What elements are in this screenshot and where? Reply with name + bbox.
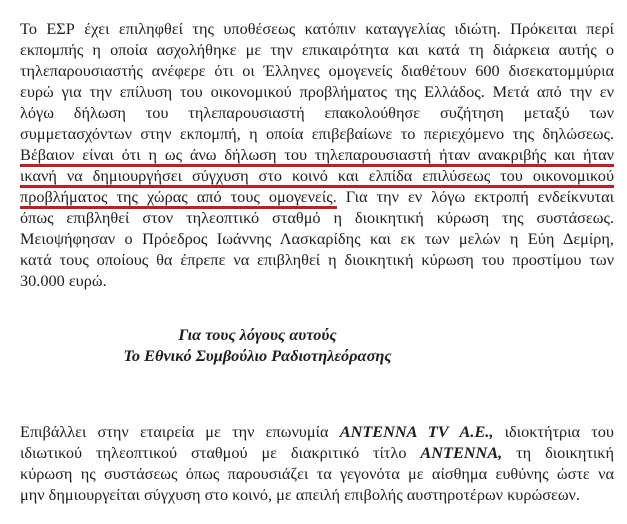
text-line (20, 442, 614, 463)
text-line (20, 186, 614, 207)
text-run: συμμετασχόντων στην εκπομπή, η οποία επιβεβαίωνε το περιεχόμενο της δηλώσεως. (20, 124, 614, 143)
text-run: κύρωση ης συστάσεως όπως παρουσιάζει τα γεγονότα με αίσθημα ευθύνης ώστε να (20, 464, 614, 483)
sanction-paragraph (20, 421, 614, 505)
text-line (20, 270, 614, 291)
text-line (20, 18, 614, 39)
station-title-name: ΑΝΤΕΝΝΑ, (420, 443, 503, 462)
text-run: τηλεπαρουσιαστής ανέφερε ότι οι Έλληνες ομογενείς διαθέτουν 600 δισεκατομμύρια (20, 61, 614, 80)
text-run: Το Εθνικό Συμβούλιο Ραδιοτηλεόρασης (123, 346, 392, 365)
red-underlined-text: ικανή να δημιουργήσει σύγχυση στο κοινό και ελπίδα επιλύσεως του οικονομικού (20, 166, 614, 188)
closing-line-authority (20, 345, 495, 366)
text-line (20, 81, 614, 102)
text-run: ιδιοκτήτρια του (493, 422, 614, 441)
text-line (20, 249, 614, 270)
text-run: τη διοικητική (502, 443, 614, 462)
text-run: ευρώ για την επίλυση του οικονομικού προβλήματος της Ελλάδος. Μετά από την εν (20, 82, 614, 101)
closing-formula (20, 324, 495, 366)
text-run: μην δημιουργείται σύγχυση στο κοινό, με απειλή επιβολής αυστηροτέρων κυρώσεων. (20, 485, 580, 504)
text-line (20, 463, 614, 484)
text-run: όπως επιβληθεί στον τηλεοπτικό σταθμό η διοικητική κύρωση της συστάσεως. (20, 208, 614, 227)
text-line (20, 102, 614, 123)
text-line (20, 228, 614, 249)
station-company-name: ΑΝΤΕΝΝΑ TV Α.Ε., (339, 422, 494, 441)
text-run: 30.000 ευρώ. (20, 271, 107, 290)
closing-line-reasons (20, 324, 495, 345)
text-run: λόγω δήλωση του τηλεπαρουσιαστή επακολούθησε συζήτηση μεταξύ των (20, 103, 614, 122)
text-run: Επιβάλλει στην εταιρεία με την επωνυμία (20, 422, 340, 441)
text-line (20, 39, 614, 60)
text-line (20, 123, 614, 144)
text-run: εκπομπής η οποία ασχολήθηκε με την επικαιρότητα και κατά τη διάρκεια αυτής ο (20, 40, 614, 59)
text-line (20, 207, 614, 228)
text-run: Για τους λόγους αυτούς (178, 325, 337, 344)
decision-body-paragraph (20, 18, 614, 291)
text-line (20, 60, 614, 81)
text-line (20, 165, 614, 186)
red-underlined-text: προβλήματος της χώρας από τους ομογενείς. (20, 187, 337, 209)
text-run: Το ΕΣΡ έχει επιληφθεί της υποθέσεως κατόπιν καταγγελίας ιδιώτη. Πρόκειται περί (20, 19, 614, 38)
text-run: Για την εν λόγω εκτροπή ενδείκνυται (336, 187, 614, 206)
text-run: κατά τους οποίους θα έπρεπε να επιβληθεί η διοικητική κύρωση του προστίμου των (20, 250, 614, 269)
text-line (20, 421, 614, 442)
text-run: ιδιωτικού τηλεοπτικού σταθμού με διακριτικό τίτλο (20, 443, 421, 462)
text-line (20, 144, 614, 165)
text-run: Μειοψήφησαν ο Πρόεδρος Ιωάννης Λασκαρίδης και εκ των μελών η Εύη Δεμίρη, (20, 229, 614, 248)
red-underlined-text: Βέβαιον είναι ότι η ως άνω δήλωση του τηλεπαρουσιαστή ήταν ανακριβής και ήταν (20, 145, 614, 167)
text-line (20, 484, 614, 505)
